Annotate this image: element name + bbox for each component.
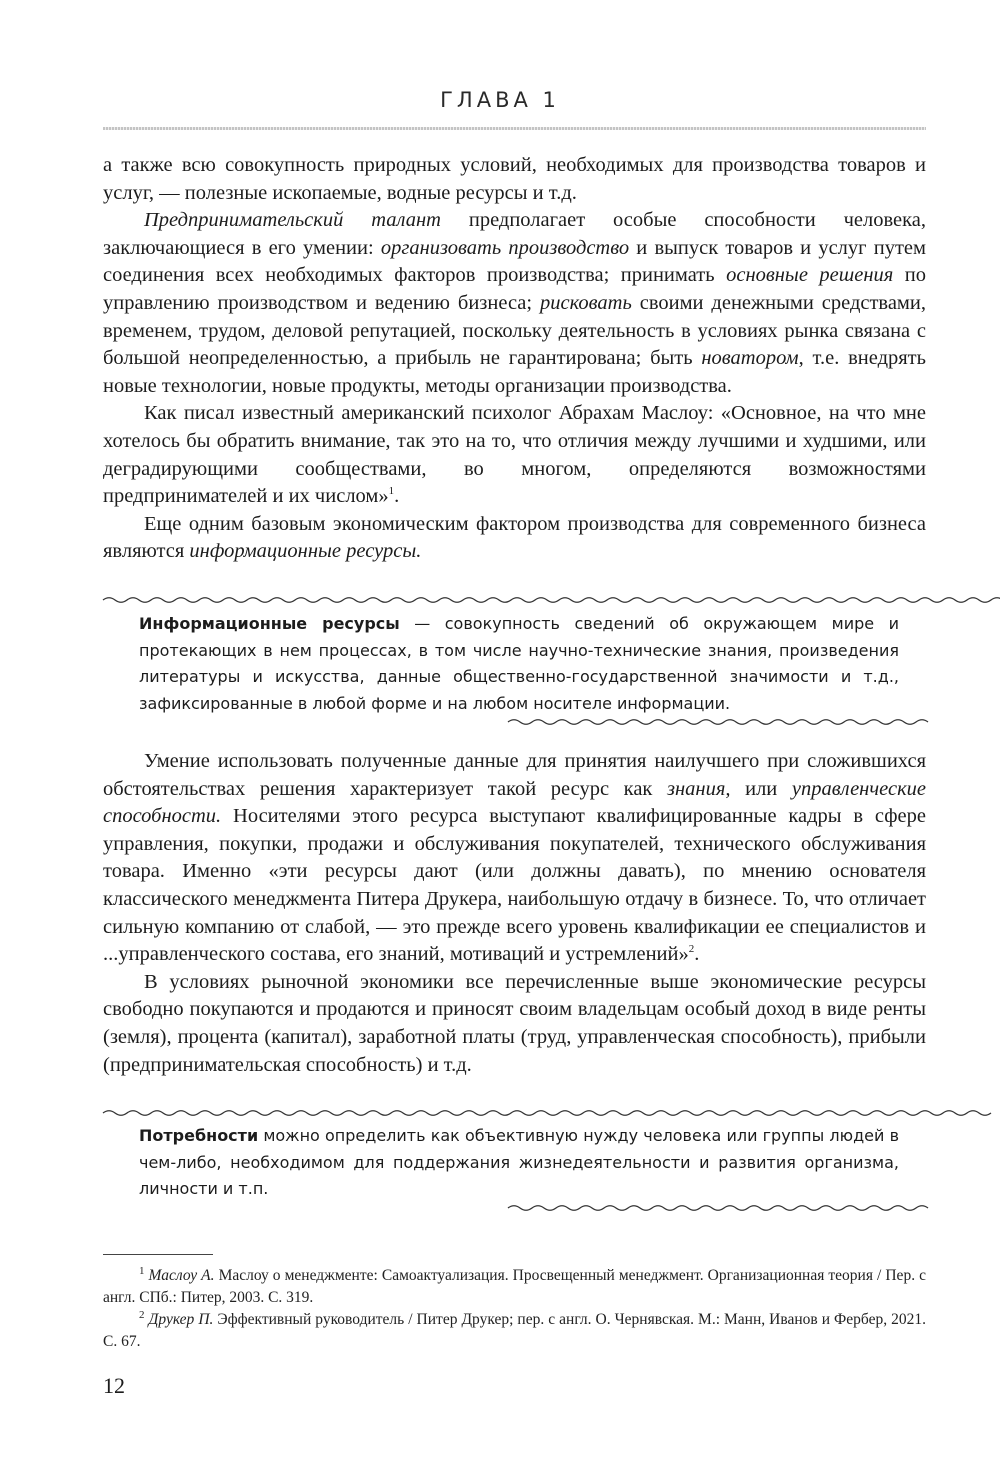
footnote-ref-1[interactable]: 1 [388,485,395,498]
paragraph-2: Предпринимательский талант предполагает особые способности человека, заключающиеся в его умении: организовать производство и выпуск товаров и услуг путем соединения всех необходимых факторов производства; принимать основные решения по управлению производством и ведению бизнеса; рисковать своими денежными средствами, временем, трудом, деловой репутацией, поскольку деятельность в условиях рынка связана с большой неопределенностью, а прибыль не гарантирована; быть новатором, т.е. внедрять новые технологии, новые продукты, методы организации производства. [103,209,927,397]
body-text-middle [103,748,926,1079]
header-rule [103,127,926,130]
footnote-separator [103,1254,213,1255]
wavy-divider-bottom-2 [508,1202,926,1214]
footnotes [103,1265,926,1353]
footnote-2: $^2$ Друкер П. Эффективный руководитель / Питер Друкер; пер. с англ. О. Чернявская. М.: Манн, Иванов и Фербер, 2021. С. 67. [103,1308,927,1350]
definition-needs: Потребности можно определить как объективную нужду человека или группы людей в чем-либо, необходимом для поддержания жизнедеятельности и развития организма, личности и т.п. [139,1126,899,1198]
page-number: 12 [103,1373,125,1398]
definition-information-resources: Информационные ресурсы — совокупность сведений об окружающем мире и протекающих в нем процессах, в том числе научно-технические знания, произведения литературы и искусства, данные общественно-государственной значимости и т.д., зафиксированные в любой форме и на любом носителе информации. [139,614,899,713]
wavy-divider-bottom-1 [508,716,926,728]
term-entrepreneurial-talent: Предпринимательский талант [144,209,441,232]
definition-term: Информационные ресурсы [139,614,400,633]
paragraph-5: Умение использовать полученные данные для принятия наилучшего при сложившихся обстоятельствах решения характеризует такой ресурс как знания, или управленческие способности. Носителями этого ресурса выступают квалифицированные кадры в сфере управления, покупки, продажи и обслуживания покупателей, технического обслуживания товара. Именно «эти ресурсы дают (или должны давать), по мнению основателя классического менеджмента Питера Друкера, наибольшую отдачу в бизнесе. То, что отличает сильную компанию от слабой, — это прежде всего уровень квалификации ее специалистов и ...управленческого состава, его знаний, мотиваций и устремлений»$^2$. [103,750,927,966]
wavy-divider-top-1 [103,594,926,606]
paragraph-4: Еще одним базовым экономическим фактором производства для современного бизнеса являются информационные ресурсы. [103,512,926,563]
paragraph-3: Как писал известный американский психолог Абрахам Маслоу: «Основное, на что мне хотелось бы обратить внимание, так это на то, что отличия между лучшими и худшими, или деградирующими сообществами, во многом, определяются возможностями предпринимателей и их числом»$^1$. [103,402,926,508]
body-text-top [103,152,926,566]
footnote-ref-2[interactable]: 2 [688,943,695,956]
definition-term: Потребности [139,1126,259,1145]
footnote-1: $^1$ Маслоу А. Маслоу о менеджменте: Самоактуализация. Просвещенный менеджмент. Организационная теория / Пер. с англ. СПб.: Питер, 2003. С. 319. [103,1264,926,1306]
wavy-divider-top-2 [103,1107,926,1119]
paragraph-6: В условиях рыночной экономики все перечисленные выше экономические ресурсы свободно покупаются и продаются и приносят своим владельцам особый доход в виде ренты (земля), процента (капитал), заработной платы (труд, управленческая способность), прибыли (предпринимательская способность) и т.д. [103,970,926,1076]
paragraph-1: а также всю совокупность природных условий, необходимых для производства товаров и услуг, — полезные ископаемые, водные ресурсы и т.д. [103,154,926,204]
chapter-header: ГЛАВА 1 [440,88,560,112]
